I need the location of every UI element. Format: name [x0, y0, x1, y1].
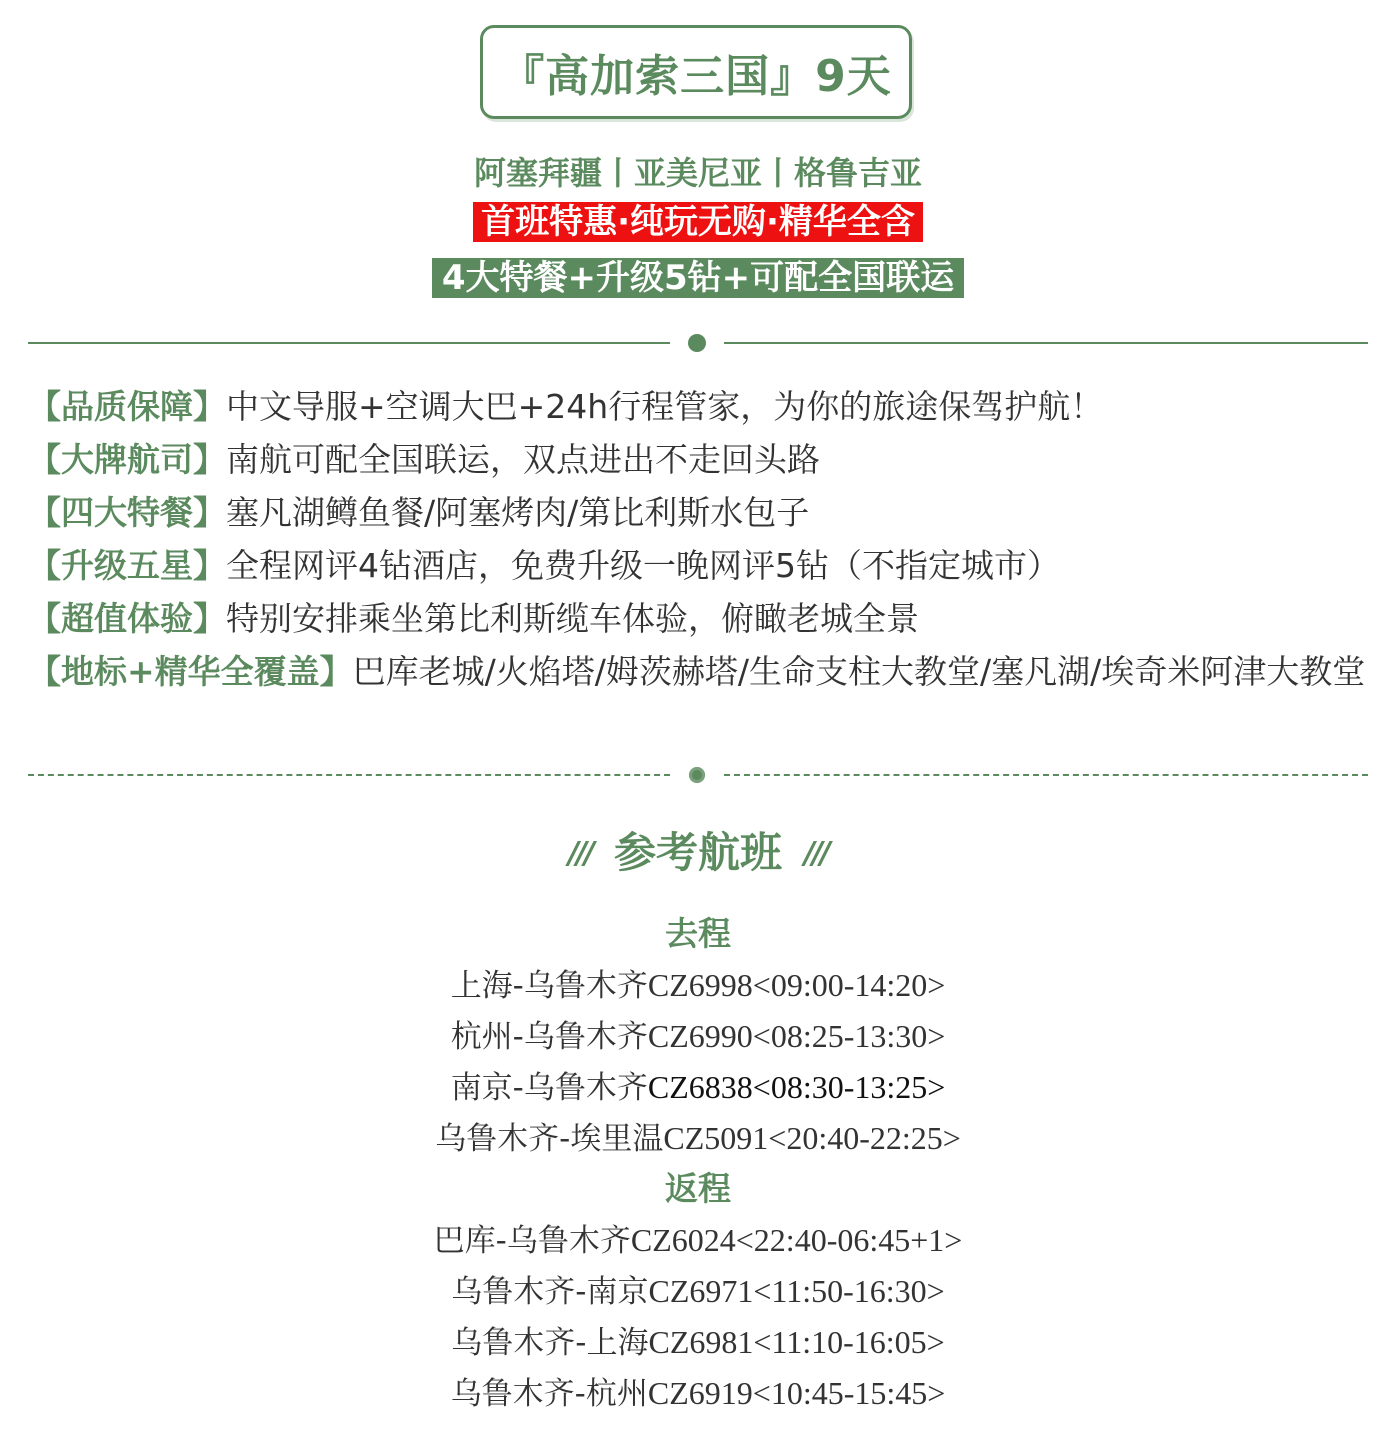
feature-key: 【升级五星】 — [28, 546, 226, 585]
flight-row — [28, 1011, 1368, 1056]
countries-line: 阿塞拜疆丨亚美尼亚丨格鲁吉亚 — [473, 154, 922, 192]
promo-green-text: 4大特餐+升级5钻+可配全国联运 — [432, 258, 964, 298]
flights-title-text: 参考航班 — [613, 828, 782, 877]
feature-list — [28, 381, 1368, 699]
feature-value: 中文导服+空调大巴+24h行程管家，为你的旅途保驾护航！ — [226, 387, 1104, 426]
feature-key: 【超值体验】 — [28, 599, 226, 638]
flight-code: CZ6838<08:30-13:25> — [647, 1069, 946, 1105]
promo-red-text: 首班特惠·纯玩无购·精华全含 — [473, 202, 923, 242]
feature-item — [28, 646, 1368, 699]
flight-route: 乌鲁木齐-杭州 — [450, 1376, 648, 1412]
divider-line-right — [724, 774, 1368, 776]
flight-code: CZ6981<11:10-16:05> — [648, 1324, 945, 1360]
flight-code: CZ6998<09:00-14:20> — [647, 967, 946, 1003]
feature-value: 特别安排乘坐第比利斯缆车体验，俯瞰老城全景 — [226, 599, 919, 638]
flight-row — [28, 1215, 1368, 1260]
flight-row — [28, 960, 1368, 1005]
feature-value: 南航可配全国联运，双点进出不走回头路 — [226, 440, 820, 479]
flight-row — [28, 1368, 1368, 1413]
divider-dashed — [28, 765, 1368, 785]
divider-dot-icon — [689, 767, 705, 783]
feature-item — [28, 381, 1368, 434]
page-title: 『高加索三国』9天 — [500, 51, 892, 102]
flight-route: 杭州-乌鲁木齐 — [450, 1019, 648, 1055]
flight-route: 乌鲁木齐-南京 — [451, 1274, 649, 1310]
flight-code: CZ6990<08:25-13:30> — [647, 1018, 946, 1054]
return-label: 返程 — [665, 1169, 731, 1208]
flight-row — [28, 1113, 1368, 1158]
slashes-left-icon: /// — [568, 836, 592, 871]
feature-value: 全程网评4钻酒店，免费升级一晚网评5钻（不指定城市） — [226, 546, 1060, 585]
flight-route: 乌鲁木齐-上海 — [451, 1325, 649, 1361]
divider-line-left — [28, 774, 670, 776]
promo-red-badge — [28, 202, 1368, 242]
flight-route: 乌鲁木齐-埃里温 — [435, 1121, 664, 1157]
feature-key: 【大牌航司】 — [28, 440, 226, 479]
flight-code: CZ6919<10:45-15:45> — [647, 1375, 946, 1411]
feature-key: 【四大特餐】 — [28, 493, 226, 532]
flight-code: CZ6971<11:50-16:30> — [648, 1273, 945, 1309]
flight-row — [28, 1317, 1368, 1362]
feature-key: 【地标+精华全覆盖】 — [28, 652, 353, 691]
feature-item — [28, 487, 1368, 540]
outbound-label: 去程 — [665, 914, 731, 953]
divider-dot-icon — [688, 334, 706, 352]
slashes-right-icon: /// — [804, 836, 828, 871]
flights-section-title — [28, 820, 1368, 880]
feature-item — [28, 593, 1368, 646]
feature-key: 【品质保障】 — [28, 387, 226, 426]
flight-code: CZ6024<22:40-06:45+1> — [630, 1222, 963, 1258]
flight-route: 南京-乌鲁木齐 — [450, 1070, 648, 1106]
feature-item — [28, 434, 1368, 487]
feature-value: 巴库老城/火焰塔/姆茨赫塔/生命支柱大教堂/塞凡湖/埃奇米阿津大教堂 — [352, 652, 1366, 691]
divider-line-right — [724, 342, 1368, 344]
divider-solid — [28, 333, 1368, 353]
flight-route: 巴库-乌鲁木齐 — [433, 1223, 631, 1259]
promo-green-badge — [28, 258, 1368, 298]
flight-row — [28, 1062, 1368, 1107]
feature-item — [28, 540, 1368, 593]
title-box — [480, 25, 912, 119]
feature-value: 塞凡湖鳟鱼餐/阿塞烤肉/第比利斯水包子 — [226, 493, 810, 532]
flight-row — [28, 1266, 1368, 1311]
flight-code: CZ5091<20:40-22:25> — [663, 1120, 961, 1156]
divider-line-left — [28, 342, 670, 344]
flight-route: 上海-乌鲁木齐 — [450, 968, 648, 1004]
